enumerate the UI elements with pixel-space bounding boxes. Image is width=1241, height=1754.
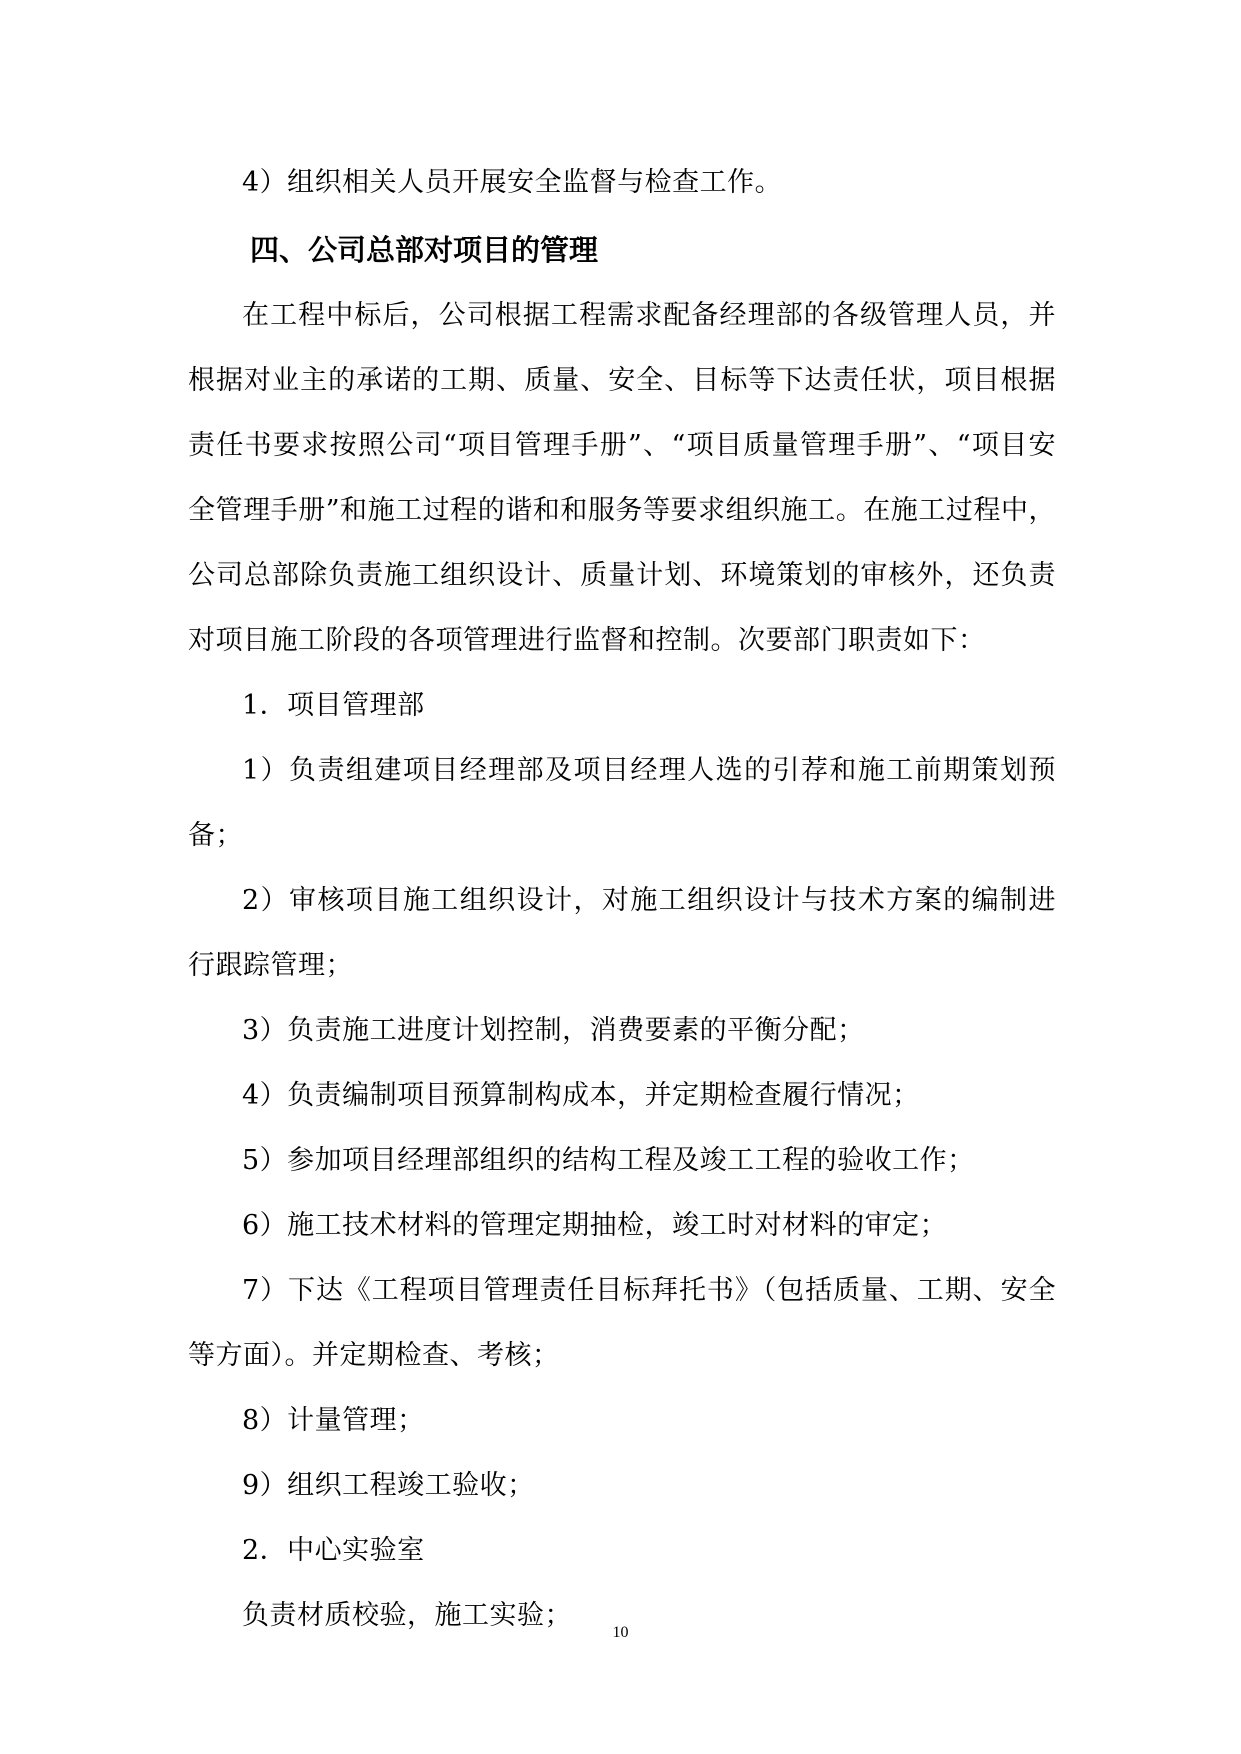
list-item: 9）组织工程竣工验收； — [242, 1470, 535, 1501]
list-item: 4）组织相关人员开展安全监督与检查工作。 — [242, 167, 783, 198]
intro-paragraph: 在工程中标后，公司根据工程需求配备经理部的各级管理人员，并根据对业主的承诺的工期、质量、安全、目标等下达责任状，项目根据责任书要求按照公司“项目管理手册”、“项目质量管理手册”、“项目安全管理手册”和施工过程的谐和和服务等要求组织施工。在施工过程中，公司总部除负责施工组织设计、质量计划、环境策划的审核外，还负责对项目施工阶段的各项管理进行监督和控制。次要部门职责如下： — [188, 300, 1056, 656]
list-item: 8）计量管理； — [242, 1405, 425, 1436]
list-item: 6）施工技术材料的管理定期抽检，竣工时对材料的审定； — [242, 1210, 948, 1241]
department-description: 负责材质校验，施工实验； — [242, 1600, 572, 1631]
page-number: 10 — [612, 1624, 629, 1641]
list-item: 3）负责施工进度计划控制，消费要素的平衡分配； — [242, 1015, 865, 1046]
department-title: 2．中心实验室 — [242, 1535, 425, 1566]
page-body — [188, 150, 1056, 1648]
list-item: 2）审核项目施工组织设计，对施工组织设计与技术方案的编制进行跟踪管理； — [188, 885, 1056, 981]
list-item: 4）负责编制项目预算制构成本，并定期检查履行情况； — [242, 1080, 920, 1111]
section-heading: 四、公司总部对项目的管理 — [250, 233, 599, 267]
list-item: 1）负责组建项目经理部及项目经理人选的引荐和施工前期策划预备； — [188, 755, 1056, 851]
list-item: 5）参加项目经理部组织的结构工程及竣工工程的验收工作； — [242, 1145, 975, 1176]
department-title: 1．项目管理部 — [242, 690, 425, 721]
list-item: 7）下达《工程项目管理责任目标拜托书》（包括质量、工期、安全等方面）。并定期检查、考核； — [188, 1275, 1056, 1371]
